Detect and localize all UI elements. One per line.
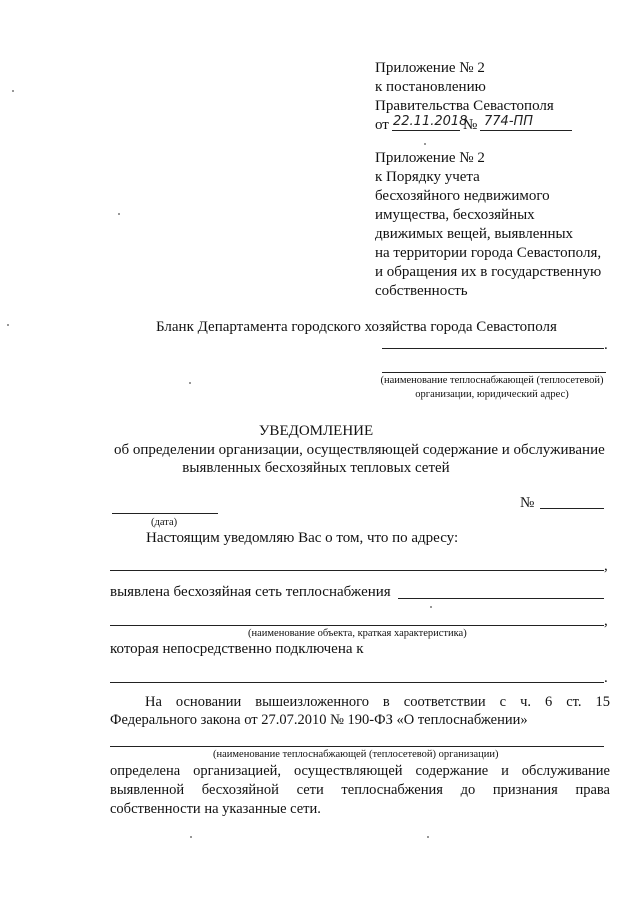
notice-subtitle-2: выявленных бесхозяйных тепловых сетей <box>182 460 450 476</box>
appendix2-line: на территории города Севастополя, <box>375 245 602 261</box>
notice-subtitle-1: об определении организации, осуществляющей содержание и обслуживание <box>114 442 605 458</box>
decree-date-handwritten: 22.11.2018 <box>393 114 468 129</box>
addressee-line-2 <box>382 372 606 373</box>
addressee-caption-2: организации, юридический адрес) <box>415 389 569 400</box>
organization-caption: (наименование теплоснабжающей (теплосетевой) организации) <box>213 749 499 760</box>
decree-number-underline <box>480 130 572 131</box>
notice-title: УВЕДОМЛЕНИЕ <box>258 423 374 439</box>
appendix1-line2: к постановлению <box>375 79 486 95</box>
connected-period: . <box>604 670 608 686</box>
number-sign: № <box>520 495 535 511</box>
object-caption: (наименование объекта, краткая характеристика) <box>248 628 467 639</box>
appendix2-line: к Порядку учета <box>375 169 480 185</box>
date-caption: (дата) <box>151 517 178 528</box>
organization-line <box>110 746 604 747</box>
intro-text: Настоящим уведомляю Вас о том, что по адресу: <box>146 530 459 546</box>
appendix1-ot: от <box>375 117 389 133</box>
scan-speck <box>7 324 9 326</box>
detected-field <box>398 598 604 599</box>
scan-speck <box>190 836 192 838</box>
scan-speck <box>424 143 426 145</box>
conclusion-line-2: выявленной бесхозяйной сети теплоснабжения до признания права <box>110 782 610 798</box>
address-line <box>110 570 604 571</box>
appendix2-line: движимых вещей, выявленных <box>375 226 574 242</box>
date-field <box>112 513 218 514</box>
conclusion-line-1: определена организацией, осуществляющей содержание и обслуживание <box>110 763 610 779</box>
decree-date-underline <box>392 130 460 131</box>
appendix2-line: бесхозяйного недвижимого <box>375 188 550 204</box>
appendix1-line1: Приложение № 2 <box>375 60 485 76</box>
decree-number-handwritten: 774-ПП <box>484 114 534 129</box>
conclusion-line-3: собственности на указанные сети. <box>110 801 321 817</box>
scan-speck <box>12 90 14 92</box>
appendix2-line: Приложение № 2 <box>375 150 485 166</box>
addressee-line-1 <box>382 348 604 349</box>
detected-text: выявлена бесхозяйная сеть теплоснабжения <box>110 584 391 600</box>
scan-speck <box>118 213 120 215</box>
object-line <box>110 625 604 626</box>
letterhead: Бланк Департамента городского хозяйства города Севастополя <box>156 319 557 335</box>
appendix1-no: № <box>463 117 478 133</box>
addressee-caption-1: (наименование теплоснабжающей (теплосетевой) <box>380 375 604 386</box>
scan-speck <box>427 836 429 838</box>
appendix2-line: собственность <box>375 283 468 299</box>
addressee-period: . <box>604 337 608 353</box>
basis-line-1: На основании вышеизложенного в соответствии с ч. 6 ст. 15 <box>145 694 610 710</box>
appendix1-line3: Правительства Севастополя <box>375 98 554 114</box>
connected-text: которая непосредственно подключена к <box>110 641 364 657</box>
appendix2-line: имущества, бесхозяйных <box>375 207 535 223</box>
address-comma: , <box>604 558 608 574</box>
basis-line-2: Федерального закона от 27.07.2010 № 190-ФЗ «О теплоснабжении» <box>110 712 528 728</box>
appendix2-line: и обращения их в государственную <box>375 264 602 280</box>
object-comma: , <box>604 613 608 629</box>
scan-speck <box>189 382 191 384</box>
connected-line <box>110 682 604 683</box>
number-field <box>540 508 604 509</box>
scan-speck <box>430 606 432 608</box>
